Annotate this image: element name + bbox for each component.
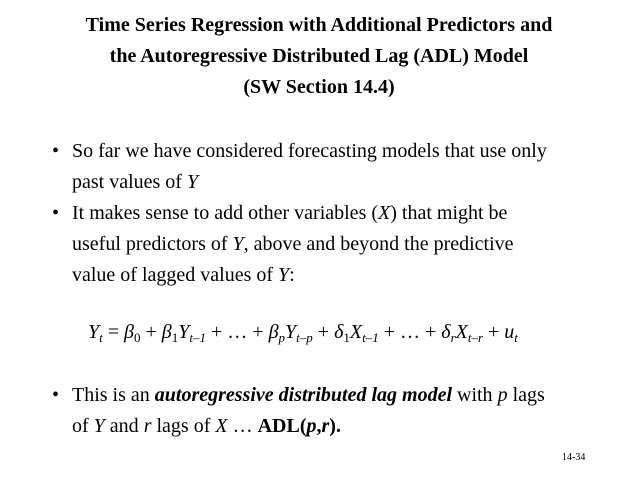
bullet-item-3: [52, 380, 545, 442]
bullet-dot-icon: •: [52, 384, 60, 406]
bullet-2-line-3: value of lagged values of Y:: [72, 264, 295, 286]
bullet-item-1: [52, 136, 547, 198]
bullet-1-line-2: past values of Y: [72, 171, 199, 193]
bullet-1-line-1: So far we have considered forecasting models that use only: [72, 140, 547, 162]
page-number: 14-34: [562, 452, 586, 463]
bullet-dot-icon: •: [52, 202, 60, 224]
title-line-1: Time Series Regression with Additional Predictors and: [85, 14, 553, 36]
bullet-3-line-2: of Y and r lags of X … ADL(p,r).: [72, 415, 341, 437]
title-line-2: the Autoregressive Distributed Lag (ADL) Model: [109, 45, 529, 67]
bullet-3-line-1: This is an autoregressive distributed lag model with p lags: [72, 384, 545, 406]
bullet-dot-icon: •: [52, 140, 60, 162]
slide-title: [0, 10, 638, 103]
title-line-3: (SW Section 14.4): [243, 76, 395, 98]
bullet-2-line-2: useful predictors of Y, above and beyond the predictive: [72, 233, 514, 255]
adl-equation: $Y_t = \beta_0 + \beta_1Y_{t-1}$ + … + $\beta_pY_{t-p} + \delta_1X_{t-1}$ + … + $\delta_rX_{t-r} + u_t$: [88, 321, 518, 345]
bullet-item-2: [52, 198, 514, 291]
bullet-2-line-1: It makes sense to add other variables (X) that might be: [72, 202, 508, 224]
